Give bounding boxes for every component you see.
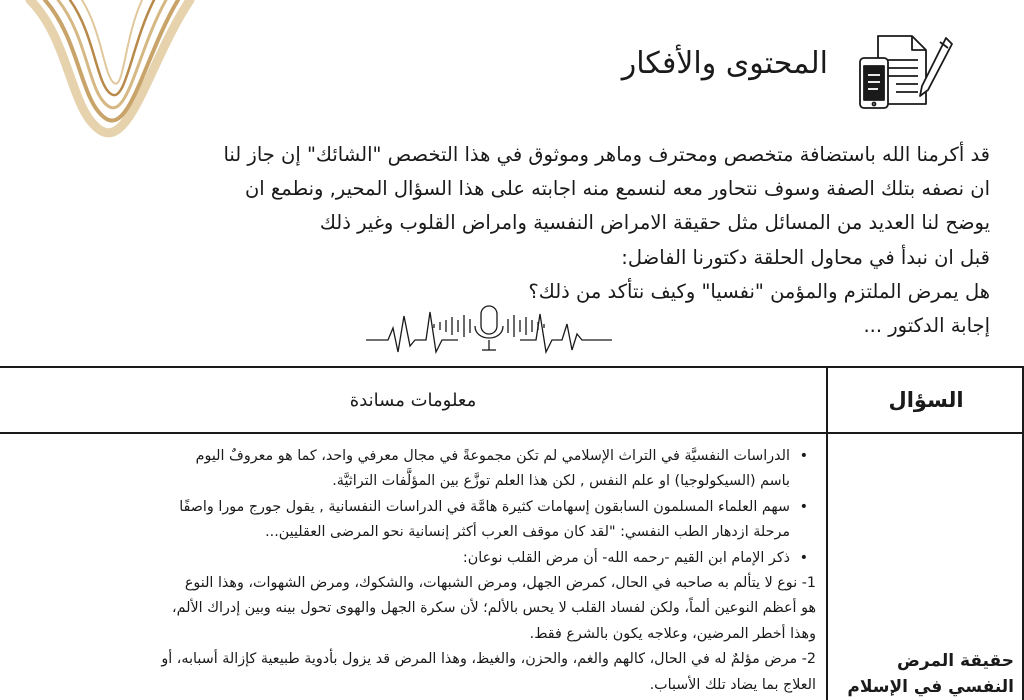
list-item-line: • الدراسات النفسيَّة في التراث الإسلامي لم تكن مجموعةً في مجال معرفي واحد، كما هو معروفٌ اليوم	[195, 448, 790, 464]
list-item-line: 1- نوع لا يتألم به صاحبه في الحال، كمرض الجهل، ومرض الشبهات، والشكوك، ومرض الشهوات، وهذا النوع	[184, 575, 816, 592]
list-item-line: • سهم العلماء المسلمون السابقون إسهامات كثيرة هامَّة في الدراسات النفسانية , يقول جورج مورا واصفًا	[179, 498, 790, 515]
document-phone-pen-icon	[856, 30, 956, 112]
question-label-line: النفسي في الإسلام	[847, 677, 1014, 697]
intro-line: هل يمرض الملتزم والمؤمن "نفسيا" وكيف نتأكد من ذلك؟	[528, 279, 990, 303]
list-item-line: مرحلة ازدهار الطب النفسي: "لقد كان موقف العرب أكثر إنسانية نحو المرضى العقليين...	[265, 524, 790, 541]
info-table	[0, 366, 1024, 700]
list-item-line: • ذكر الإمام ابن القيم -رحمه الله- أن مرض القلب نوعان:	[462, 549, 790, 566]
table-header-row	[0, 366, 1024, 434]
numbered-item	[20, 571, 820, 647]
list-item-line: باسم (السيكولوجيا) او علم النفس , لكن هذا العلم توزَّع بين المؤلَّفات التراثيَّة.	[332, 473, 790, 490]
list-item-line: وهذا أخطر المرضين، وعلاجه يكون بالشرع فقط.	[529, 625, 816, 642]
page-title: المحتوى والأفكار	[621, 46, 828, 81]
column-divider	[826, 366, 828, 700]
intro-line: يوضح لنا العديد من المسائل مثل حقيقة الامراض النفسية وامراض القلوب وغير ذلك	[319, 211, 990, 235]
list-item-line: 2- مرض مؤلمٌ له في الحال، كالهم والغم، والحزن، والغيظ، وهذا المرض قد يزول بأدوية طبيعية كإزالة أسبابه، أو	[161, 651, 816, 668]
list-item	[20, 546, 820, 571]
header-question: السؤال	[888, 388, 964, 412]
numbered-item	[20, 647, 820, 698]
microphone-heartbeat-icon	[366, 300, 612, 358]
list-item-line: العلاج بما يضاد تلك الأسباب.	[649, 676, 816, 693]
question-cell	[838, 648, 1014, 700]
supporting-info-cell	[20, 444, 820, 698]
question-label-line: حقيقة المرض	[897, 651, 1014, 671]
intro-line: قبل ان نبدأ في محاول الحلقة دكتورنا الفاضل:	[621, 245, 990, 269]
list-item-line: هو أعظم النوعين ألماً، ولكن لفساد القلب لا يحس بالألم؛ لأن سكرة الجهل والهوى تحول بينه وبين إدراك الألم،	[172, 600, 816, 617]
intro-line: إجابة الدكتور ...	[863, 314, 990, 338]
header-supporting-info: معلومات مساندة	[349, 389, 477, 411]
intro-line: قد أكرمنا الله باستضافة متخصص ومحترف وماهر وموثوق في هذا التخصص "الشائك" إن جاز لنا	[223, 143, 990, 166]
gold-wave-decoration	[0, 0, 230, 160]
list-item	[20, 444, 820, 495]
intro-line: ان نصفه بتلك الصفة وسوف نتحاور معه لنسمع منه اجابته على هذا السؤال المحير, ونطمع ان	[244, 177, 990, 201]
list-item	[20, 495, 820, 546]
